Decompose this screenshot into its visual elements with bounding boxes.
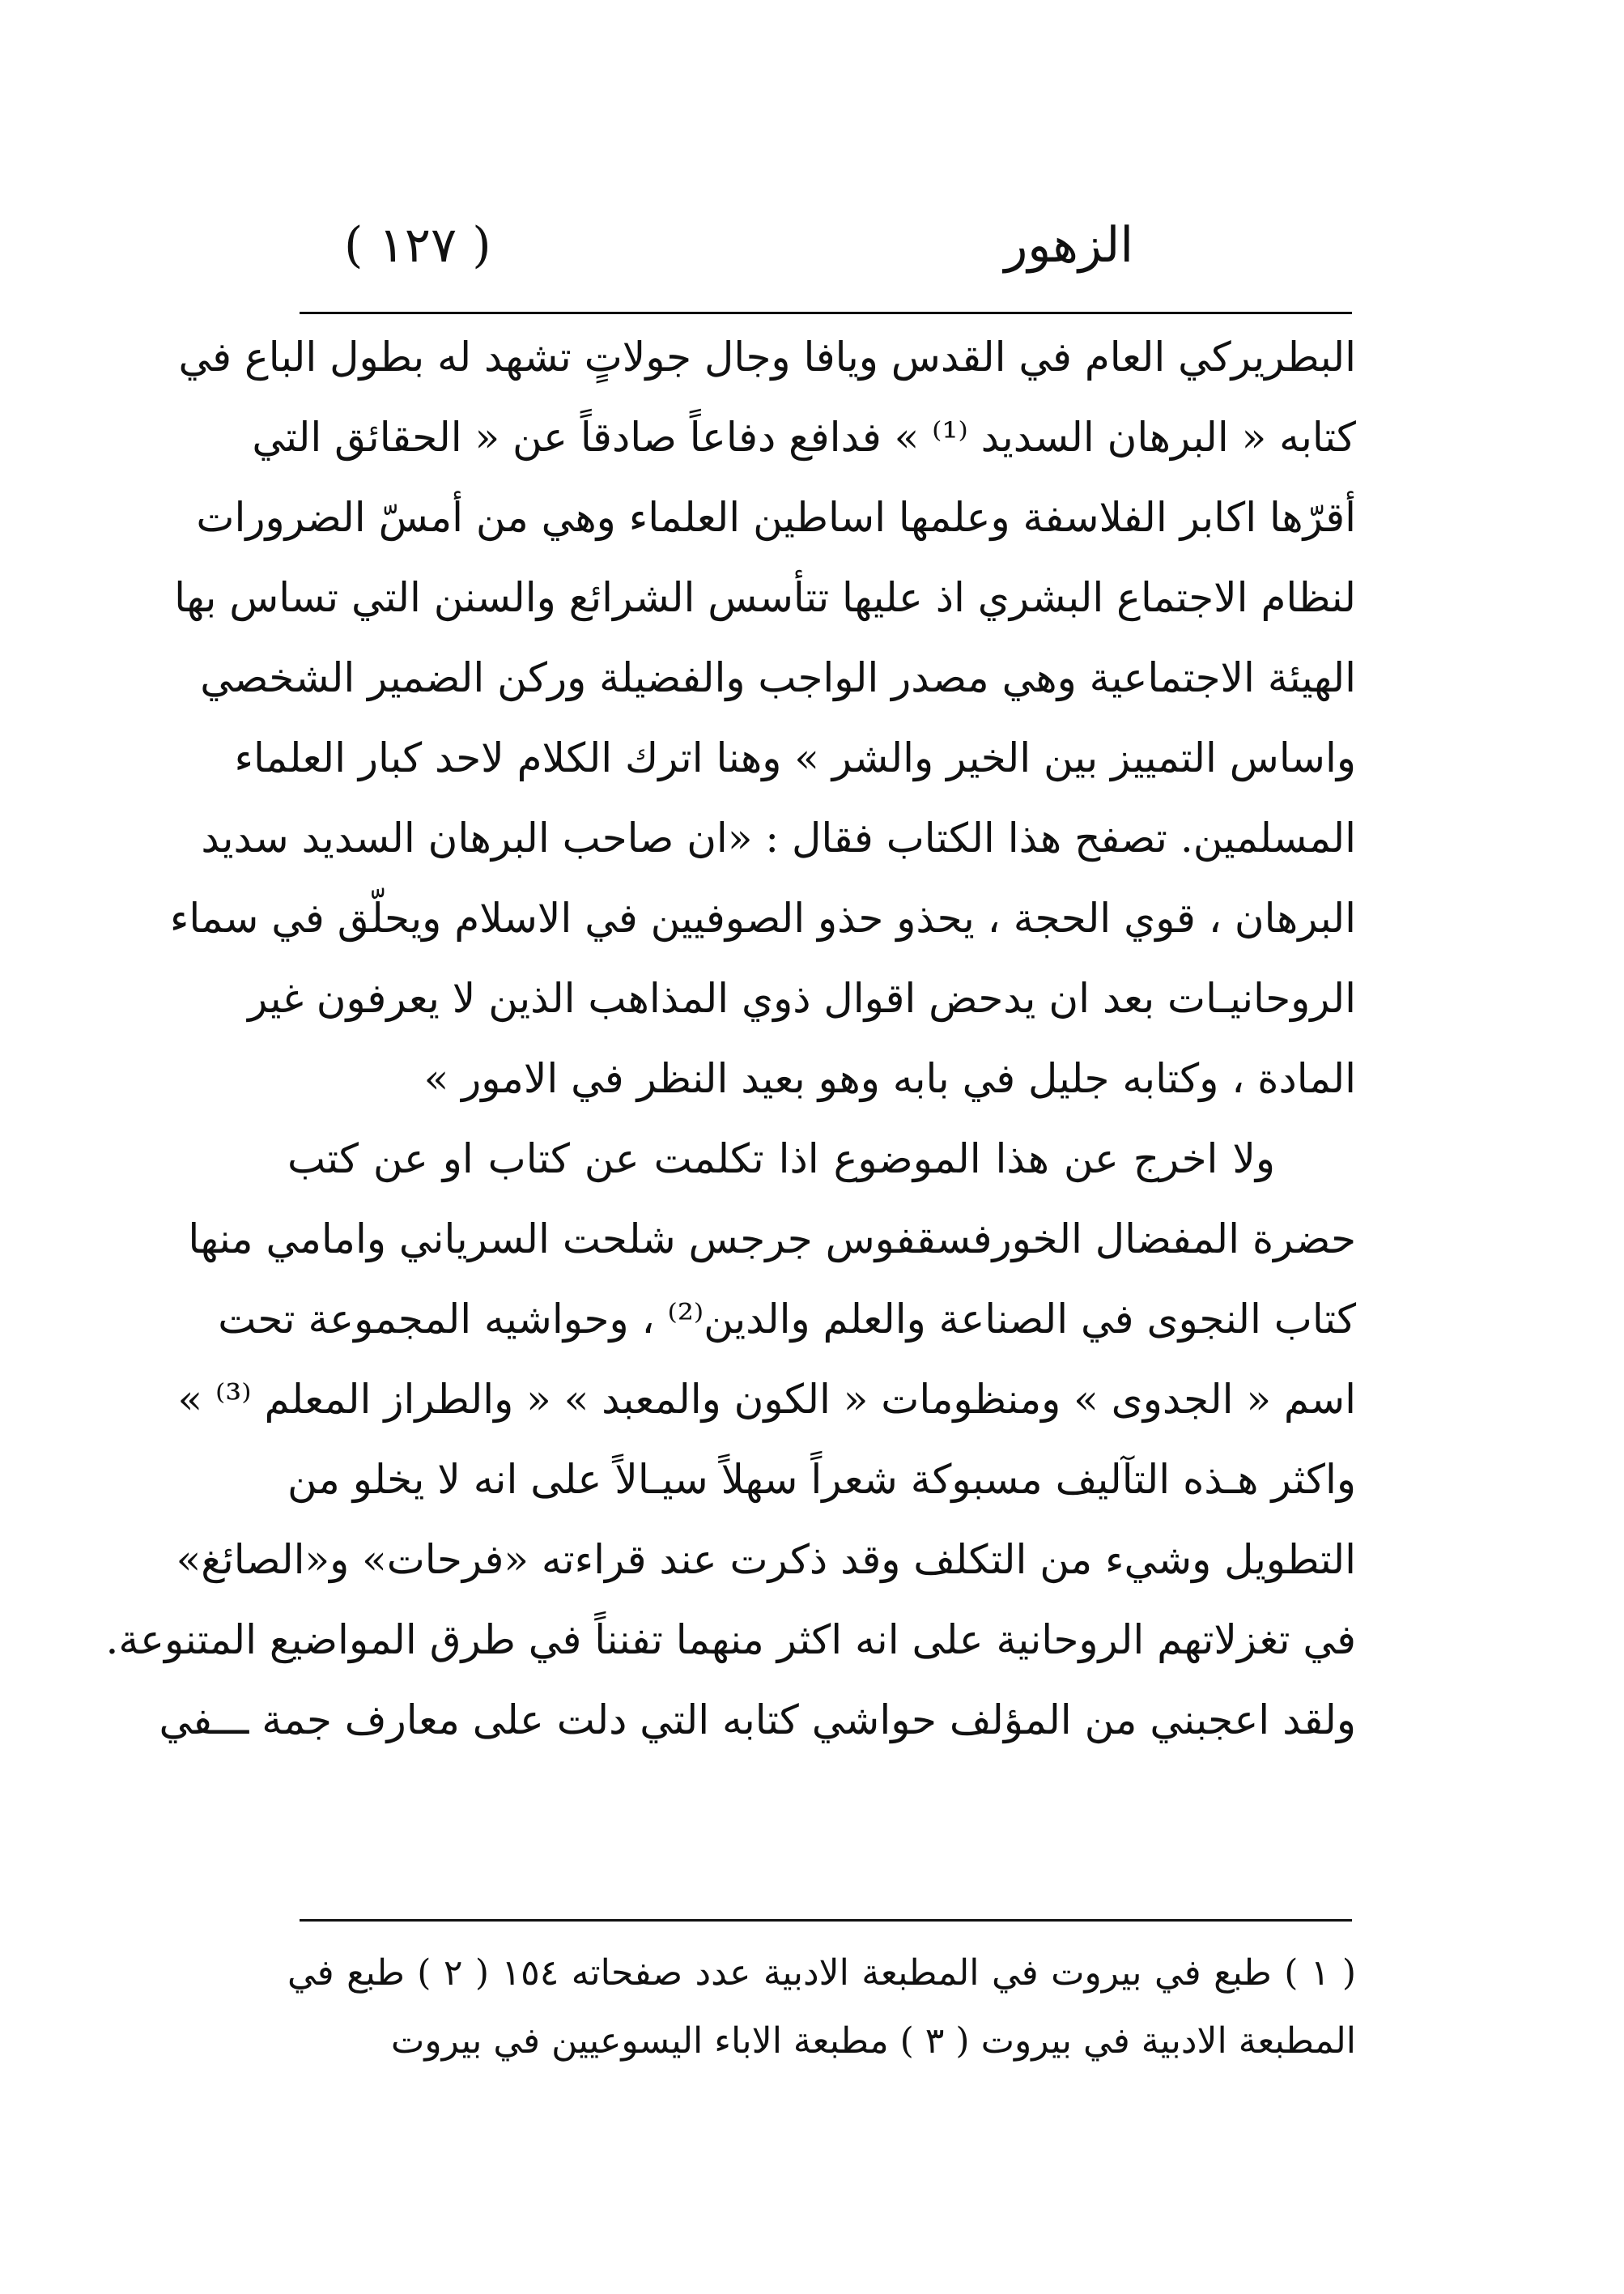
text-line: لنظام الاجتماع البشري اذ عليها تتأسس الشرائع والسنن التي تساس بها bbox=[174, 574, 1356, 621]
header-rule bbox=[300, 312, 1352, 314]
text-line: التطويل وشيء من التكلف وقد ذكرت عند قراءته «فرحات» و«الصائغ» bbox=[176, 1536, 1356, 1583]
footnote-rule bbox=[300, 1919, 1352, 1922]
page-header bbox=[300, 217, 1352, 306]
text-line: اسم « الجدوى » ومنظومات « الكون والمعبد » « والطراز المعلم ⁽³⁾ » bbox=[177, 1376, 1356, 1423]
running-title: الزهور bbox=[1004, 217, 1133, 274]
footnotes bbox=[287, 1939, 1356, 2075]
text-line: أقرّها اكابر الفلاسفة وعلمها اساطين العلماء وهي من أمسّ الضرورات bbox=[196, 494, 1356, 541]
text-line: المادة ، وكتابه جليل في بابه وهو بعيد النظر في الامور » bbox=[423, 1055, 1356, 1102]
text-line: المسلمين. تصفح هذا الكتاب فقال : «ان صاحب البرهان السديد سديد bbox=[201, 815, 1356, 862]
text-line: كتابه « البرهان السديد ⁽¹⁾ » فدافع دفاعاً صادقاً عن « الحقائق التي bbox=[252, 414, 1356, 461]
text-line: في تغزلاتهم الروحانية على انه اكثر منهما تفنناً في طرق المواضيع المتنوعة. bbox=[105, 1616, 1356, 1663]
footnote-line: ( ١ ) طبع في بيروت في المطبعة الادبية عدد صفحاته ١٥٤ ( ٢ ) طبع في bbox=[287, 1952, 1357, 1994]
text-line: الهيئة الاجتماعية وهي مصدر الواجب والفضيلة وركن الضمير الشخصي bbox=[200, 654, 1356, 701]
text-line: البرهان ، قوي الحجة ، يحذو حذو الصوفيين في الاسلام ويحلّق في سماء bbox=[169, 895, 1356, 942]
footnote-line: المطبعة الادبية في بيروت ( ٣ ) مطبعة الاباء اليسوعيين في بيروت bbox=[390, 2020, 1356, 2062]
page-number: ( ١٢٧ ) bbox=[344, 217, 491, 274]
body-text bbox=[105, 317, 1356, 1760]
text-line: ولا اخرج عن هذا الموضوع اذا تكلمت عن كتاب او عن كتب bbox=[287, 1135, 1275, 1182]
text-line: الروحانيـات بعد ان يدحض اقوال ذوي المذاهب الذين لا يعرفون غير bbox=[248, 975, 1356, 1022]
text-line: ولقد اعجبني من المؤلف حواشي كتابه التي دلت على معارف جمة ـــفي bbox=[159, 1696, 1356, 1743]
text-line: واساس التمييز بين الخير والشر » وهنا اترك الكلام لاحد كبار العلماء bbox=[234, 734, 1356, 781]
text-line: كتاب النجوى في الصناعة والعلم والدين⁽²⁾ ، وحواشيه المجموعة تحت bbox=[218, 1296, 1356, 1343]
text-line: حضرة المفضال الخورفسقفوس جرجس شلحت السرياني وامامي منها bbox=[188, 1215, 1356, 1262]
text-line: واكثر هـذه التآليف مسبوكة شعراً سهلاً سيـالاً على انه لا يخلو من bbox=[287, 1456, 1356, 1503]
text-line: البطريركي العام في القدس ويافا وجال جولاتٍ تشهد له بطول الباع في bbox=[178, 334, 1356, 381]
